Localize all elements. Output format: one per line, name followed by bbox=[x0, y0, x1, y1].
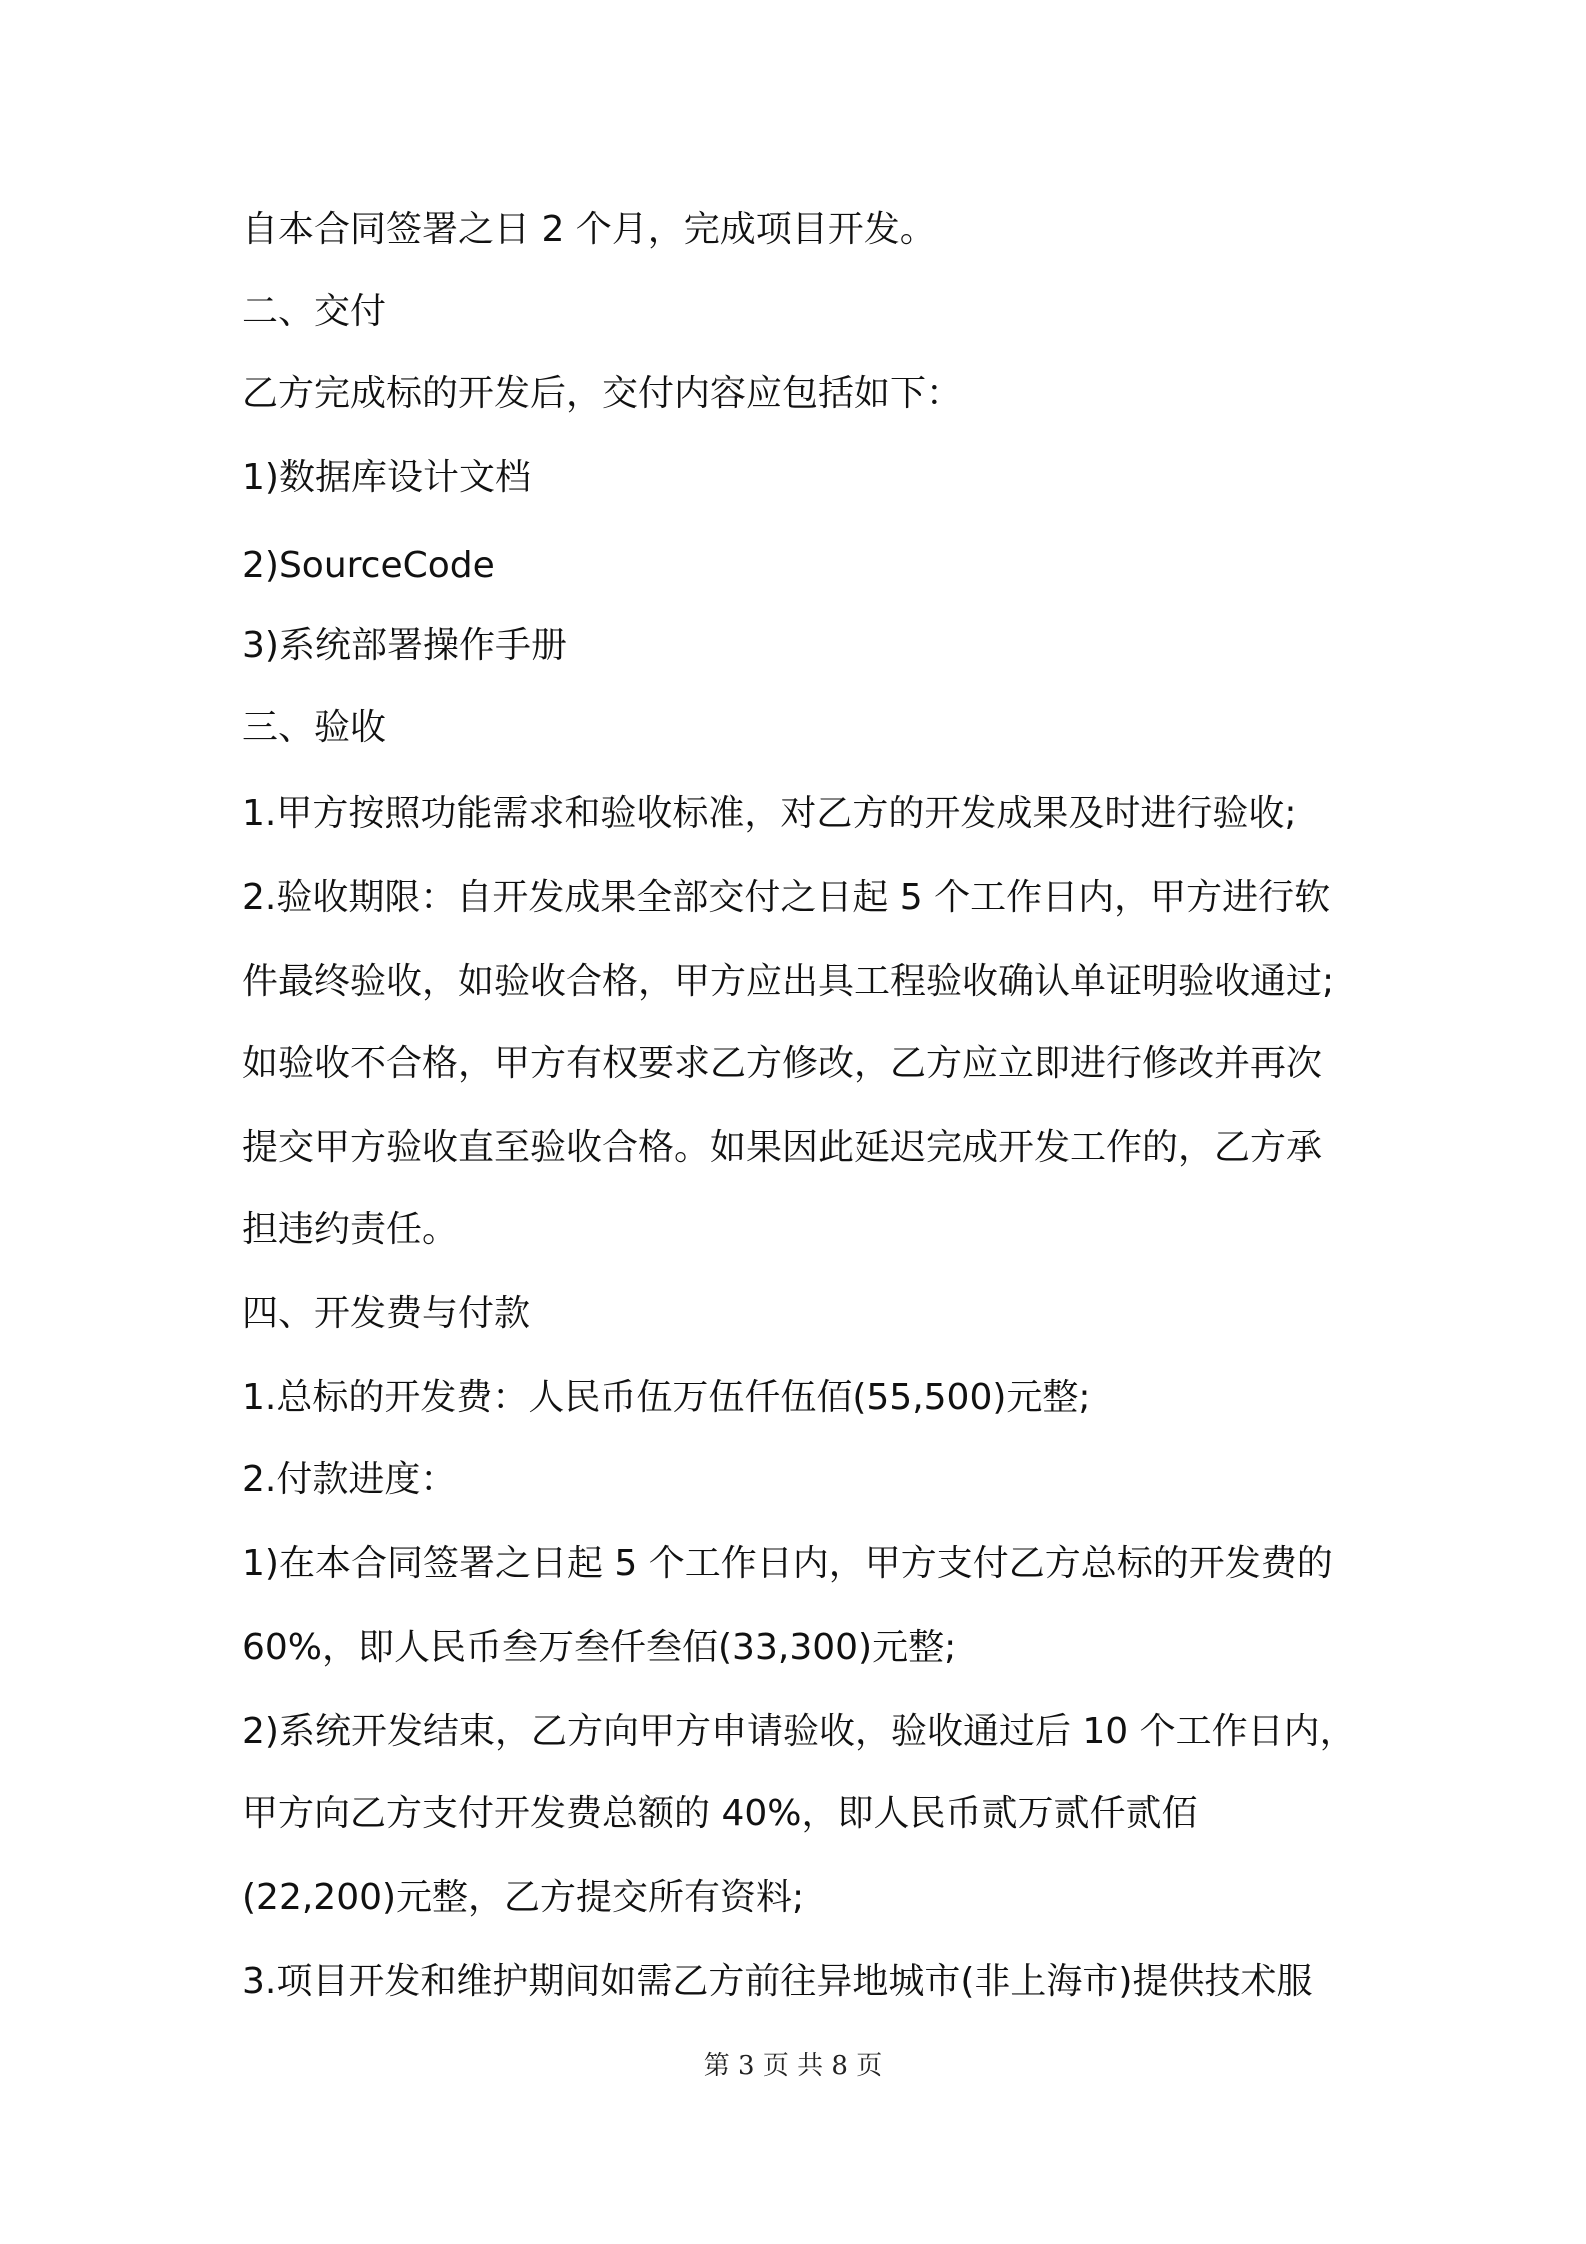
section-heading-fees: 四、开发费与付款 bbox=[242, 1293, 531, 1334]
list-item-2: 2)SourceCode bbox=[242, 545, 495, 586]
text-line-22: 3.项目开发和维护期间如需乙方前往异地城市(非上海市)提供技术服 bbox=[242, 1961, 1313, 2002]
text-line-3: 乙方完成标的开发后，交付内容应包括如下： bbox=[242, 373, 963, 414]
text-line-12: 提交甲方验收直至验收合格。如果因此延迟完成开发工作的，乙方承 bbox=[242, 1127, 1323, 1168]
text-line-15: 1.总标的开发费：人民币伍万伍仟伍佰(55,500)元整; bbox=[242, 1377, 1091, 1418]
text-line-16: 2.付款进度： bbox=[242, 1459, 457, 1500]
text-line-21: (22,200)元整，乙方提交所有资料; bbox=[242, 1877, 805, 1918]
text-line-10: 件最终验收，如验收合格，甲方应出具工程验收确认单证明验收通过; bbox=[242, 961, 1335, 1002]
section-heading-acceptance: 三、验收 bbox=[242, 707, 387, 748]
list-item-3: 3)系统部署操作手册 bbox=[242, 625, 567, 666]
text-line-1: 自本合同签署之日 2 个月，完成项目开发。 bbox=[242, 209, 936, 250]
text-line-19: 2)系统开发结束，乙方向甲方申请验收，验收通过后 10 个工作日内， bbox=[242, 1711, 1356, 1752]
text-line-8: 1.甲方按照功能需求和验收标准，对乙方的开发成果及时进行验收; bbox=[242, 793, 1297, 834]
list-item-1: 1)数据库设计文档 bbox=[242, 457, 531, 498]
text-line-11: 如验收不合格，甲方有权要求乙方修改，乙方应立即进行修改并再次 bbox=[242, 1043, 1323, 1084]
text-line-13: 担违约责任。 bbox=[242, 1209, 459, 1250]
page-footer: 第 3 页 共 8 页 bbox=[703, 2051, 883, 2081]
text-line-18: 60%，即人民币叁万叁仟叁佰(33,300)元整; bbox=[242, 1627, 957, 1668]
text-line-17: 1)在本合同签署之日起 5 个工作日内，甲方支付乙方总标的开发费的 bbox=[242, 1543, 1333, 1584]
text-line-9: 2.验收期限：自开发成果全部交付之日起 5 个工作日内，甲方进行软 bbox=[242, 877, 1331, 918]
section-heading-delivery: 二、交付 bbox=[242, 291, 387, 332]
text-line-20: 甲方向乙方支付开发费总额的 40%，即人民币贰万贰仟贰佰 bbox=[242, 1793, 1198, 1834]
